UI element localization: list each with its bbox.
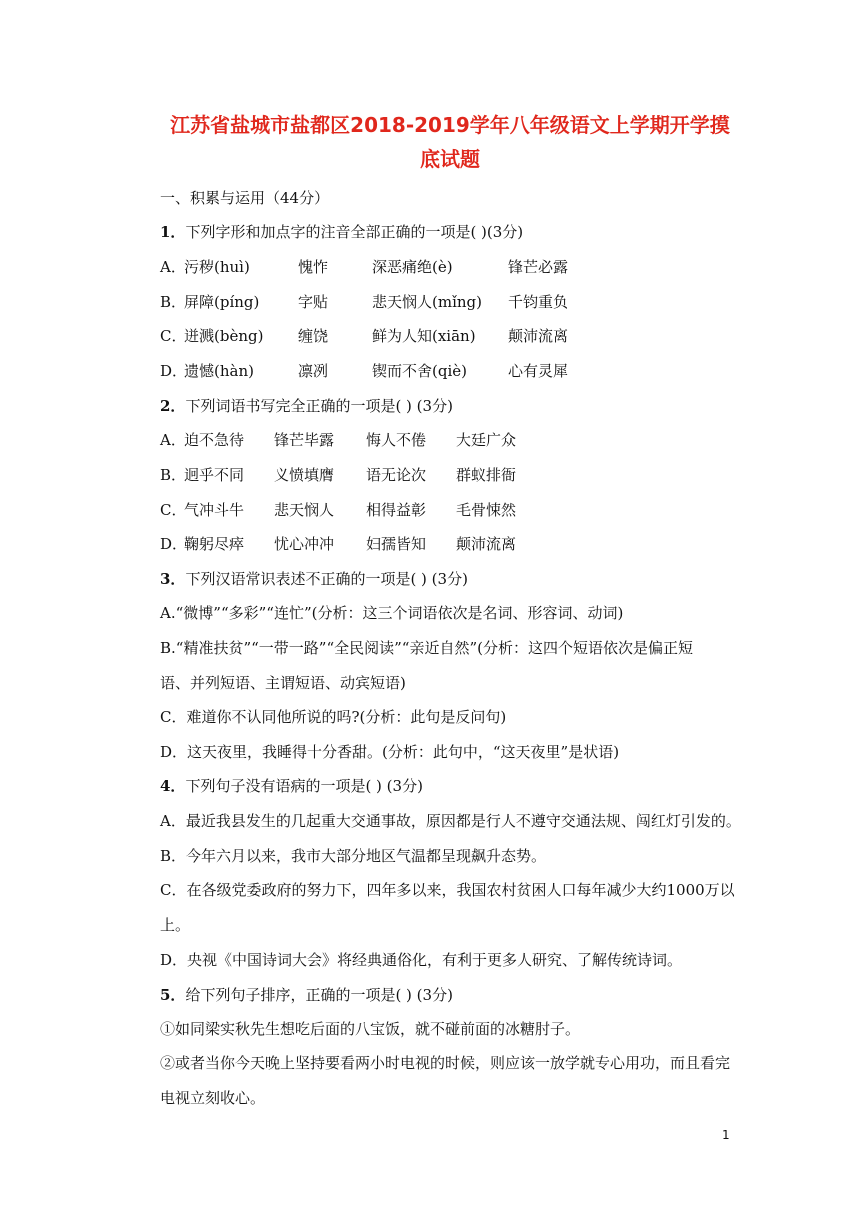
- document-title-line1: 江苏省盐城市盐都区2018-2019学年八年级语文上学期开学摸: [170, 113, 730, 137]
- q2-option-a: A．迫不急待 锋芒毕露 悔人不倦 大廷广众: [160, 431, 517, 449]
- question-stem: 下列句子没有语病的一项是( ) (3分): [185, 777, 423, 795]
- q4-option-a: A．最近我县发生的几起重大交通事故，原因都是行人不遵守交通法规、闯红灯引发的。: [160, 812, 741, 830]
- question-number: 4．: [160, 777, 186, 795]
- question-2: [160, 396, 453, 416]
- q3-option-d: D．这天夜里，我睡得十分香甜。(分析：此句中，“这天夜里”是状语): [160, 743, 620, 761]
- q2-option-d: D．鞠躬尽瘁 忧心冲冲 妇孺皆知 颠沛流离: [160, 535, 517, 553]
- question-number: 5．: [160, 986, 186, 1004]
- section-heading: 一、积累与运用（44分）: [160, 189, 330, 207]
- q3-option-c: C．难道你不认同他所说的吗?(分析：此句是反问句): [160, 708, 507, 726]
- question-stem: 下列汉语常识表述不正确的一项是( ) (3分): [185, 570, 468, 588]
- question-stem: 给下列句子排序，正确的一项是( ) (3分): [185, 986, 453, 1004]
- q4-option-d: D．央视《中国诗词大会》将经典通俗化，有利于更多人研究、了解传统诗词。: [160, 951, 683, 969]
- q2-option-c: C．气冲斗牛 悲天悯人 相得益彰 毛骨悚然: [160, 501, 517, 519]
- q1-option-b: B．屏障(píng) 字贴 悲天悯人(mǐng) 千钧重负: [160, 293, 569, 311]
- question-5: [160, 985, 453, 1005]
- q3-option-b-cont: 语、并列短语、主谓短语、动宾短语): [160, 674, 406, 692]
- question-number: 3．: [160, 570, 186, 588]
- document-title-line2: 底试题: [420, 147, 480, 171]
- q4-option-b: B．今年六月以来，我市大部分地区气温都呈现飙升态势。: [160, 847, 547, 865]
- q4-option-c: C．在各级党委政府的努力下，四年多以来，我国农村贫困人口每年减少大约1000万以: [160, 881, 735, 899]
- question-3: [160, 569, 468, 589]
- q3-option-b: B.“精准扶贫”“一带一路”“全民阅读”“亲近自然”(分析：这四个短语依次是偏正短: [160, 639, 693, 657]
- question-stem: 下列词语书写完全正确的一项是( ) (3分): [185, 397, 453, 415]
- question-number: 2．: [160, 397, 186, 415]
- q2-option-b: B．迥乎不同 义愤填膺 语无论次 群蚁排衙: [160, 466, 517, 484]
- q5-sentence-1: ①如同梁实秋先生想吃后面的八宝饭，就不碰前面的冰糖肘子。: [160, 1020, 581, 1038]
- q1-option-c: C．迸溅(bèng) 缠饶 鲜为人知(xiān) 颠沛流离: [160, 327, 569, 345]
- question-stem: 下列字形和加点字的注音全部正确的一项是( )(3分): [185, 223, 524, 241]
- q3-option-a: A.“微博”“多彩”“连忙”(分析：这三个词语依次是名词、形容词、动词): [160, 604, 624, 622]
- q5-sentence-2: ②或者当你今天晚上坚持要看两小时电视的时候，则应该一放学就专心用功，而且看完: [160, 1054, 731, 1072]
- q5-sentence-2-cont: 电视立刻收心。: [160, 1089, 266, 1107]
- question-4: [160, 776, 423, 796]
- question-number: 1．: [160, 223, 186, 241]
- page-number: 1: [722, 1128, 730, 1142]
- q1-option-a: A．污秽(huì) 愧怍 深恶痛绝(è) 锋芒必露: [160, 258, 569, 276]
- q4-option-c-cont: 上。: [160, 916, 191, 934]
- q1-option-d: D．遗憾(hàn) 凛冽 锲而不舍(qiè) 心有灵犀: [160, 362, 569, 380]
- question-1: [160, 222, 523, 242]
